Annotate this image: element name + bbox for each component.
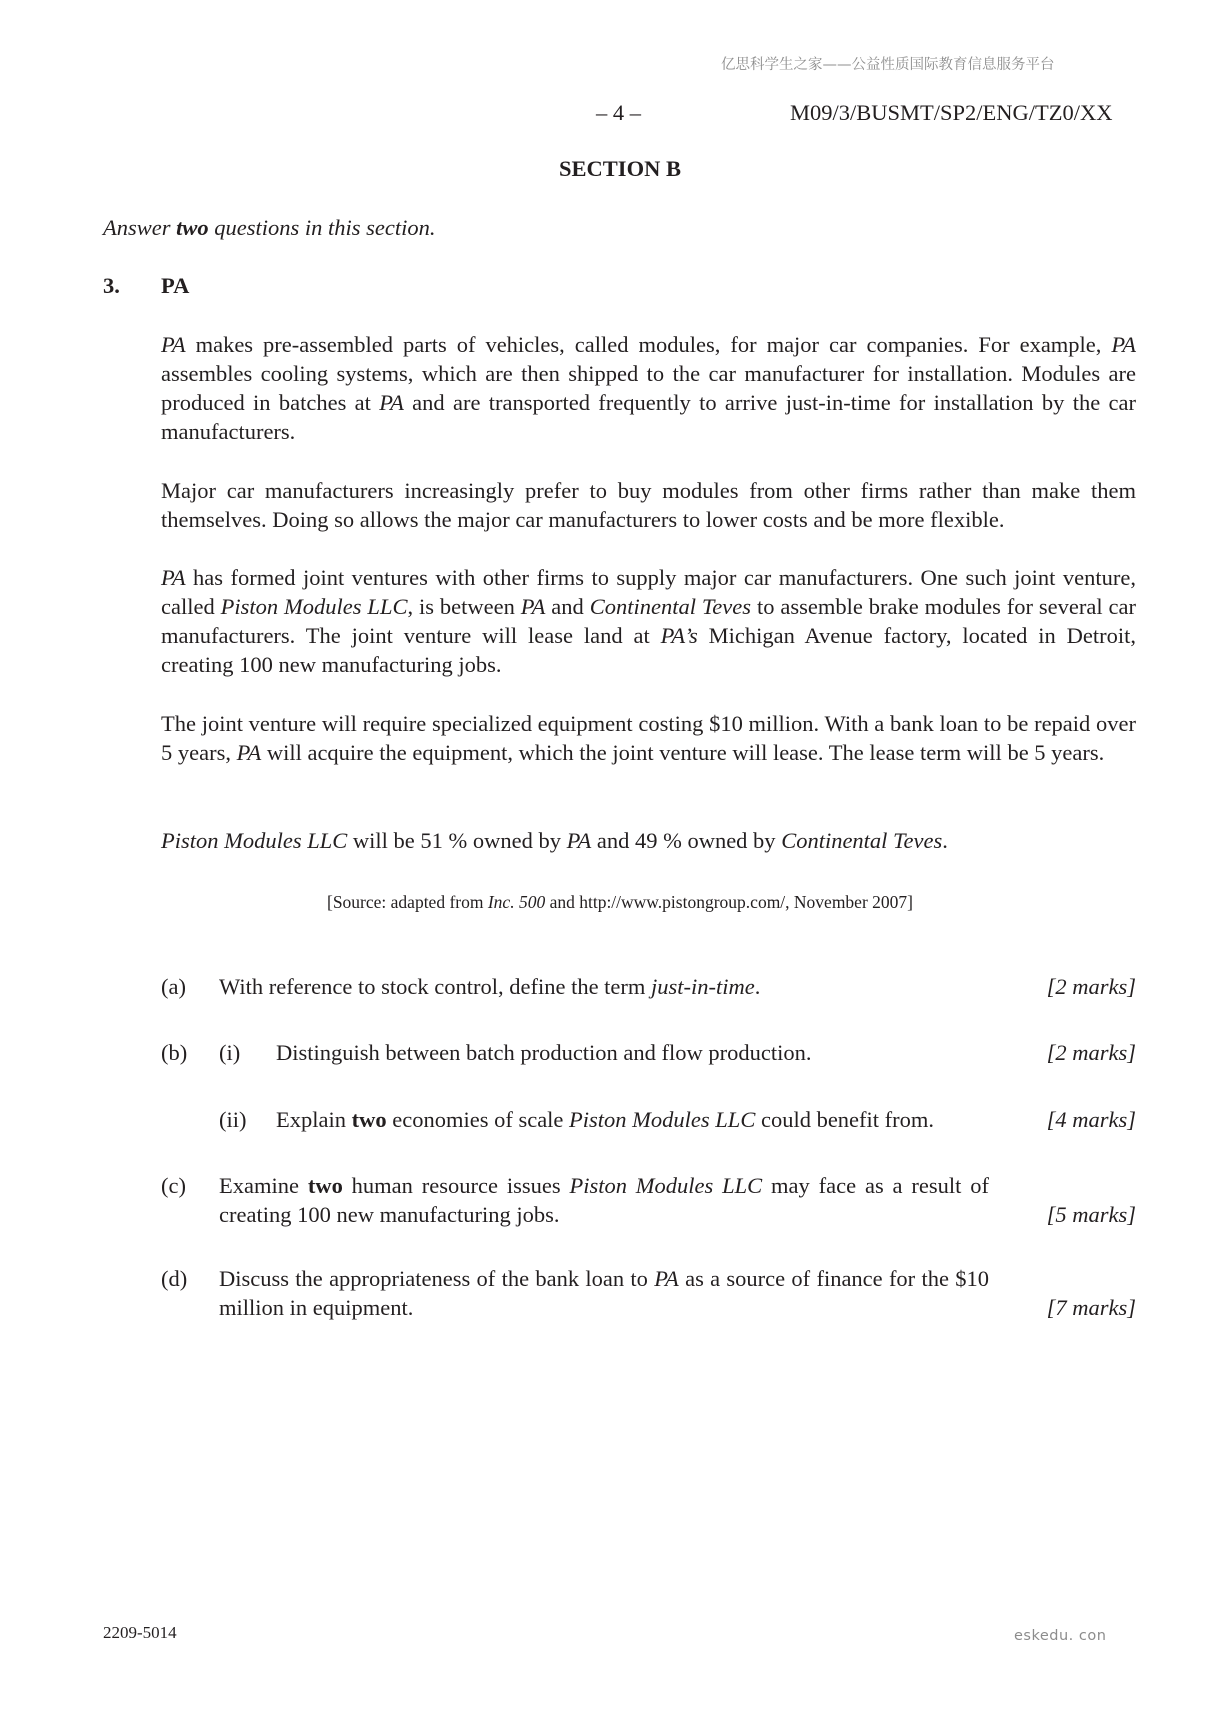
- part-text: Distinguish between batch production and flow production.: [276, 1040, 812, 1065]
- footer-watermark: eskedu. con: [1014, 1628, 1107, 1644]
- section-instruction: Answer two questions in this section.: [103, 215, 436, 240]
- part-text: Examine two human resource issues Piston Modules LLC may face as a result of creating 100 new manufacturing jobs.: [219, 1173, 989, 1227]
- marks-label: [2 marks]: [1046, 1040, 1136, 1065]
- footer-code: 2209-5014: [103, 1623, 177, 1642]
- marks-label: [4 marks]: [1046, 1107, 1136, 1132]
- question-part-c: [161, 1171, 1136, 1229]
- case-paragraph-2: Major car manufacturers increasingly prefer to buy modules from other firms rather than make them themselves. Doing so allows the major car manufacturers to lower costs and be more flexible.: [161, 478, 1136, 532]
- part-label: (d): [161, 1266, 188, 1291]
- part-label: (b): [161, 1040, 188, 1065]
- question-part-b-ii: [161, 1105, 1136, 1163]
- subpart-label: (i): [219, 1040, 241, 1065]
- question-number: 3.: [103, 273, 120, 298]
- question-part-d: [161, 1264, 1136, 1322]
- paper-code: M09/3/BUSMT/SP2/ENG/TZ0/XX: [790, 100, 1113, 125]
- case-paragraph-3: PA has formed joint ventures with other firms to supply major car manufacturers. One such joint venture, called Piston Modules LLC, is between PA and Continental Teves to assemble brake modules for several car manufacturers. The joint venture will lease land at PA’s Michigan Avenue factory, located in Detroit, creating 100 new manufacturing jobs.: [161, 565, 1136, 677]
- marks-label: [7 marks]: [1046, 1295, 1136, 1320]
- question-part-b-i: [161, 1038, 1136, 1096]
- section-title: SECTION B: [559, 156, 681, 181]
- part-text: With reference to stock control, define the term just-in-time.: [219, 974, 761, 999]
- part-text: Explain two economies of scale Piston Modules LLC could benefit from.: [276, 1107, 935, 1132]
- part-label: (c): [161, 1173, 186, 1198]
- subpart-label: (ii): [219, 1107, 247, 1132]
- marks-label: [5 marks]: [1046, 1202, 1136, 1227]
- watermark-text: 亿思科学生之家——公益性质国际教育信息服务平台: [721, 57, 1055, 73]
- part-text: Discuss the appropriateness of the bank loan to PA as a source of finance for the $10 million in equipment.: [219, 1266, 989, 1320]
- part-label: (a): [161, 974, 186, 999]
- case-paragraph-4: The joint venture will require specialized equipment costing $10 million. With a bank loan to be repaid over 5 years, PA will acquire the equipment, which the joint venture will lease. The lease term will be 5 years.: [161, 711, 1136, 765]
- source-citation: [Source: adapted from Inc. 500 and http://www.pistongroup.com/, November 2007]: [327, 892, 913, 912]
- page-number: – 4 –: [596, 100, 641, 125]
- question-title: PA: [161, 273, 190, 298]
- marks-label: [2 marks]: [1046, 974, 1136, 999]
- question-part-a: [161, 972, 1136, 1030]
- case-paragraph-1: PA makes pre-assembled parts of vehicles, called modules, for major car companies. For example, PA assembles cooling systems, which are then shipped to the car manufacturer for installation. Modules are produced in batches at PA and are transported frequently to arrive just-in-time for installation by the car manufacturers.: [161, 332, 1136, 444]
- case-paragraph-5: Piston Modules LLC will be 51 % owned by PA and 49 % owned by Continental Teves.: [161, 828, 948, 853]
